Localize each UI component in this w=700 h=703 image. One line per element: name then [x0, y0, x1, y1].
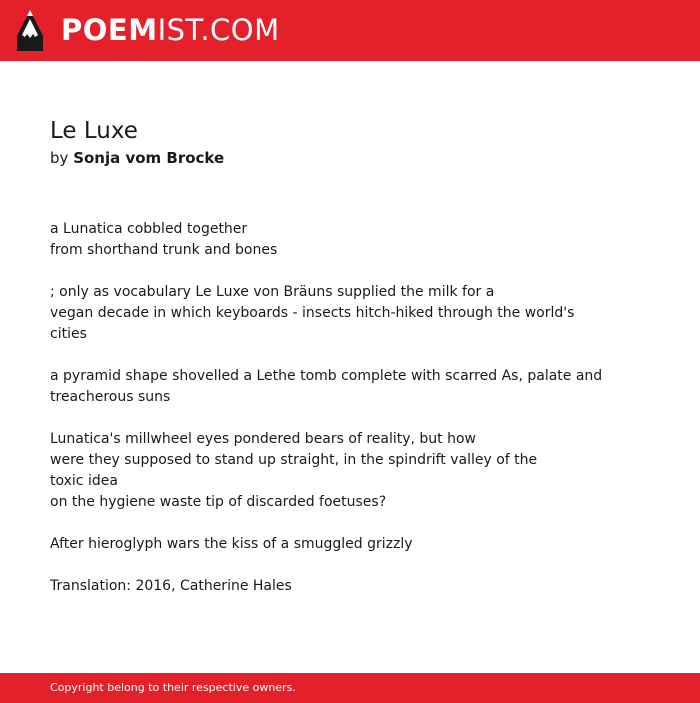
poem-line: Lunatica's millwheel eyes pondered bears of reality, but how: [50, 431, 477, 447]
pencil-tip-icon[interactable]: [17, 10, 43, 51]
poem-line: vegan decade in which keyboards - insects hitch-hiked through the world's: [50, 305, 575, 321]
poem-line: ; only as vocabulary Le Luxe von Bräuns supplied the milk for a: [50, 284, 495, 300]
poem-body: [50, 219, 650, 618]
poem-title: Le Luxe: [50, 118, 138, 144]
poem-line: were they supposed to stand up straight, in the spindrift valley of the: [50, 452, 538, 468]
poem-stanza: [50, 219, 650, 261]
poem-translation-note: [50, 576, 650, 597]
poem-line: cities: [50, 326, 87, 342]
logo-brand-light: IST.COM: [157, 13, 280, 47]
poem-byline: [50, 146, 650, 170]
poem-stanza: [50, 534, 650, 555]
poem-heading: [50, 116, 650, 170]
by-label: by: [50, 149, 69, 167]
site-header: [0, 0, 700, 61]
poem-line: a Lunatica cobbled together: [50, 221, 248, 237]
poem-stanza: [50, 366, 650, 408]
poem-line: After hieroglyph wars the kiss of a smuggled grizzly: [50, 536, 413, 552]
copyright-notice: Copyright belong to their respective owners.: [50, 681, 296, 694]
poem-stanza: [50, 429, 650, 513]
poem-line: a pyramid shape shovelled a Lethe tomb complete with scarred As, palate and: [50, 368, 603, 384]
poem-author: Sonja vom Brocke: [73, 149, 225, 167]
poem-line: treacherous suns: [50, 389, 171, 405]
poem-line: from shorthand trunk and bones: [50, 242, 278, 258]
site-logo[interactable]: [61, 12, 280, 48]
translation-credit: Translation: 2016, Catherine Hales: [50, 578, 292, 594]
logo-brand-strong: POEM: [61, 13, 158, 47]
poem-stanza: [50, 282, 650, 345]
poem-line: on the hygiene waste tip of discarded foetuses?: [50, 494, 387, 510]
site-footer: [0, 673, 700, 703]
poem-line: toxic idea: [50, 473, 118, 489]
